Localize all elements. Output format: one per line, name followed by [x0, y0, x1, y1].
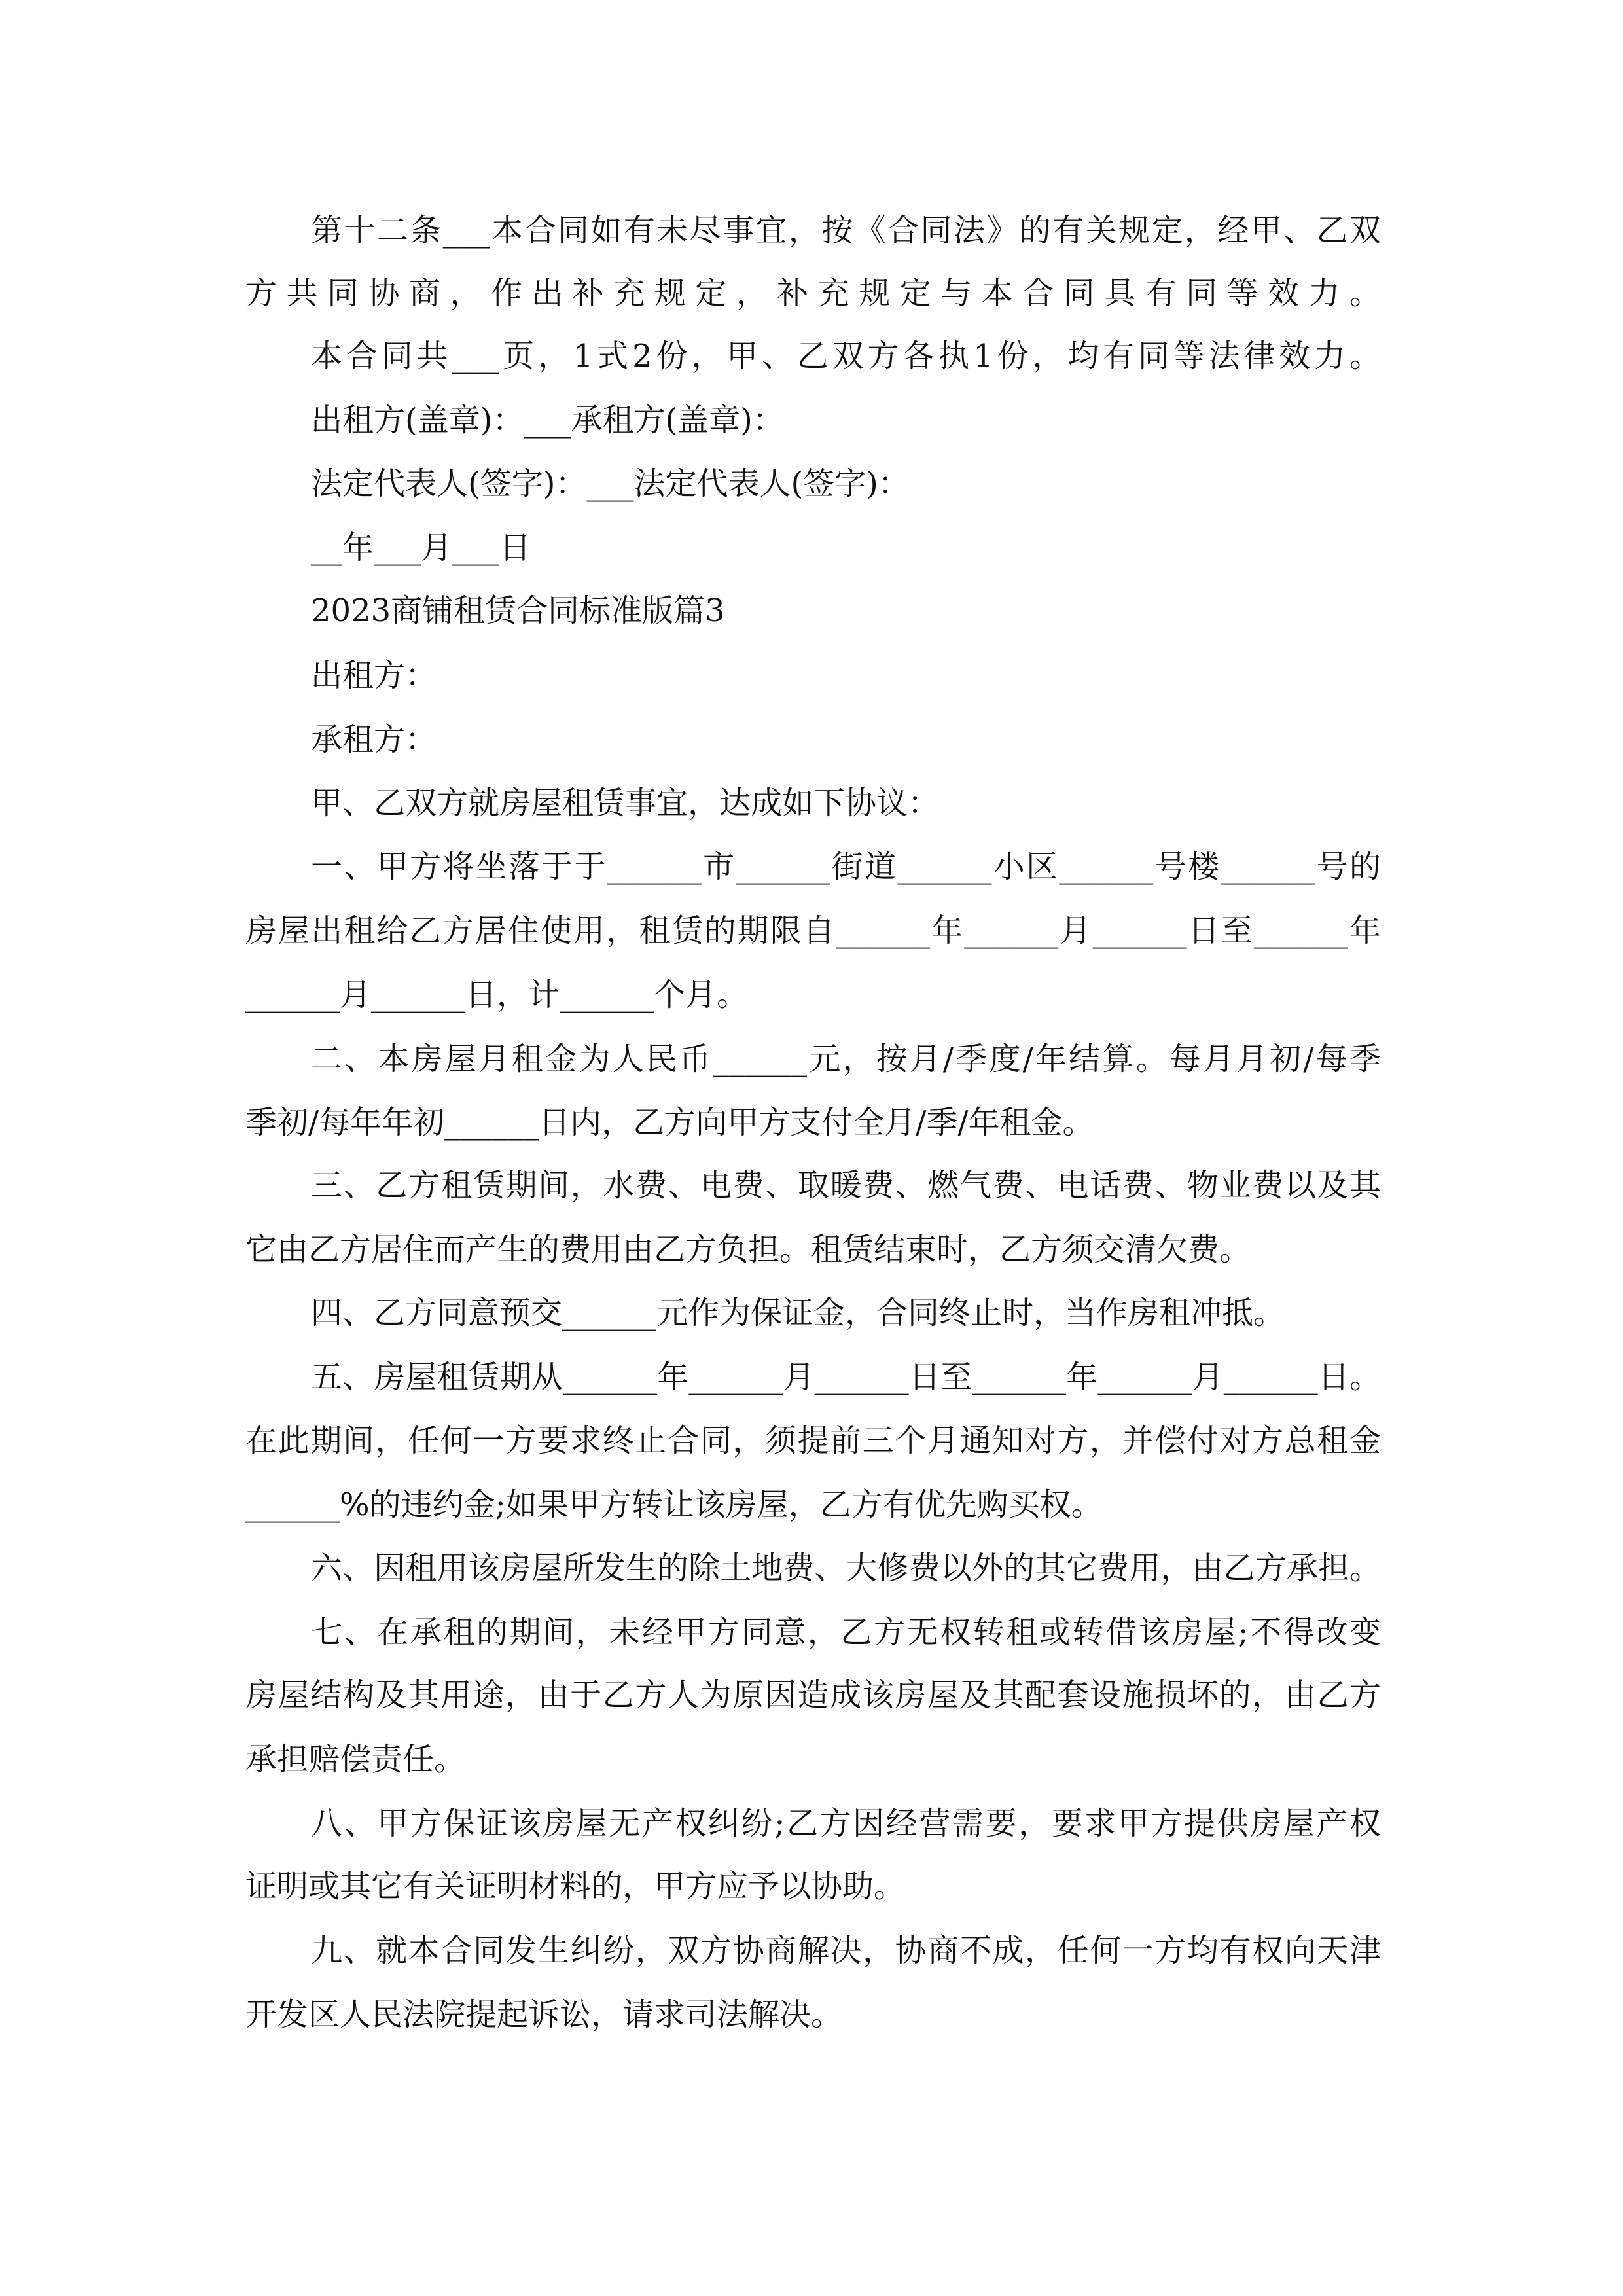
section-heading: 2023商铺租赁合同标准版篇3	[311, 592, 725, 629]
text-line: 方共同协商，作出补充规定，补充规定与本合同具有同等效力。	[245, 275, 1381, 312]
text-line: 第十二条___本合同如有未尽事宜，按《合同法》的有关规定，经甲、乙双	[311, 212, 1381, 249]
text-line: 出租方：	[311, 657, 437, 694]
text-line: 房屋出租给乙方居住使用，租赁的期限自______年______月______日至______年	[245, 912, 1381, 949]
text-line: 开发区人民法院提起诉讼，请求司法解决。	[245, 1996, 843, 2033]
text-line: 承担赔偿责任。	[245, 1741, 466, 1778]
text-line: 在此期间，任何一方要求终止合同，须提前三个月通知对方，并偿付对方总租金	[245, 1422, 1381, 1459]
text-line: 八、甲方保证该房屋无产权纠纷;乙方因经营需要，要求甲方提供房屋产权	[311, 1805, 1381, 1842]
text-line: 四、乙方同意预交______元作为保证金，合同终止时，当作房租冲抵。	[311, 1295, 1285, 1331]
text-line: 本合同共___页，1式2份，甲、乙双方各执1份，均有同等法律效力。	[311, 338, 1381, 374]
text-line: 季初/每年年初______日内，乙方向甲方支付全月/季/年租金。	[245, 1104, 1094, 1141]
text-line: 承租方：	[311, 721, 437, 758]
text-line: 甲、乙双方就房屋租赁事宜，达成如下协议：	[311, 785, 940, 821]
text-line: ______%的违约金;如果甲方转让该房屋，乙方有优先购买权。	[245, 1486, 1103, 1523]
text-line: __年___月___日	[311, 529, 531, 566]
text-line: 二、本房屋月租金为人民币______元，按月/季度/年结算。每月月初/每季	[311, 1041, 1381, 1077]
text-line: 出租方(盖章)：___承租方(盖章)：	[311, 402, 784, 439]
text-line: 它由乙方居住而产生的费用由乙方负担。租赁结束时，乙方须交清欠费。	[245, 1231, 1251, 1268]
text-line: 三、乙方租赁期间，水费、电费、取暖费、燃气费、电话费、物业费以及其	[311, 1167, 1381, 1204]
text-line: 法定代表人(签字)：___法定代表人(签字)：	[311, 465, 910, 502]
text-line: 房屋结构及其用途，由于乙方人为原因造成该房屋及其配套设施损坏的，由乙方	[245, 1677, 1381, 1713]
text-line: 五、房屋租赁期从______年______月______日至______年______月______日。	[311, 1359, 1381, 1395]
text-line: 九、就本合同发生纠纷，双方协商解决，协商不成，任何一方均有权向天津	[311, 1932, 1381, 1969]
text-line: 证明或其它有关证明材料的，甲方应予以协助。	[245, 1868, 906, 1905]
text-line: 七、在承租的期间，未经甲方同意，乙方无权转租或转借该房屋;不得改变	[311, 1614, 1381, 1651]
text-line: 一、甲方将坐落于于______市______街道______小区______号楼______号的	[311, 848, 1381, 885]
text-line: ______月______日，计______个月。	[245, 977, 749, 1013]
text-line: 六、因租用该房屋所发生的除土地费、大修费以外的其它费用，由乙方承担。	[311, 1550, 1381, 1587]
